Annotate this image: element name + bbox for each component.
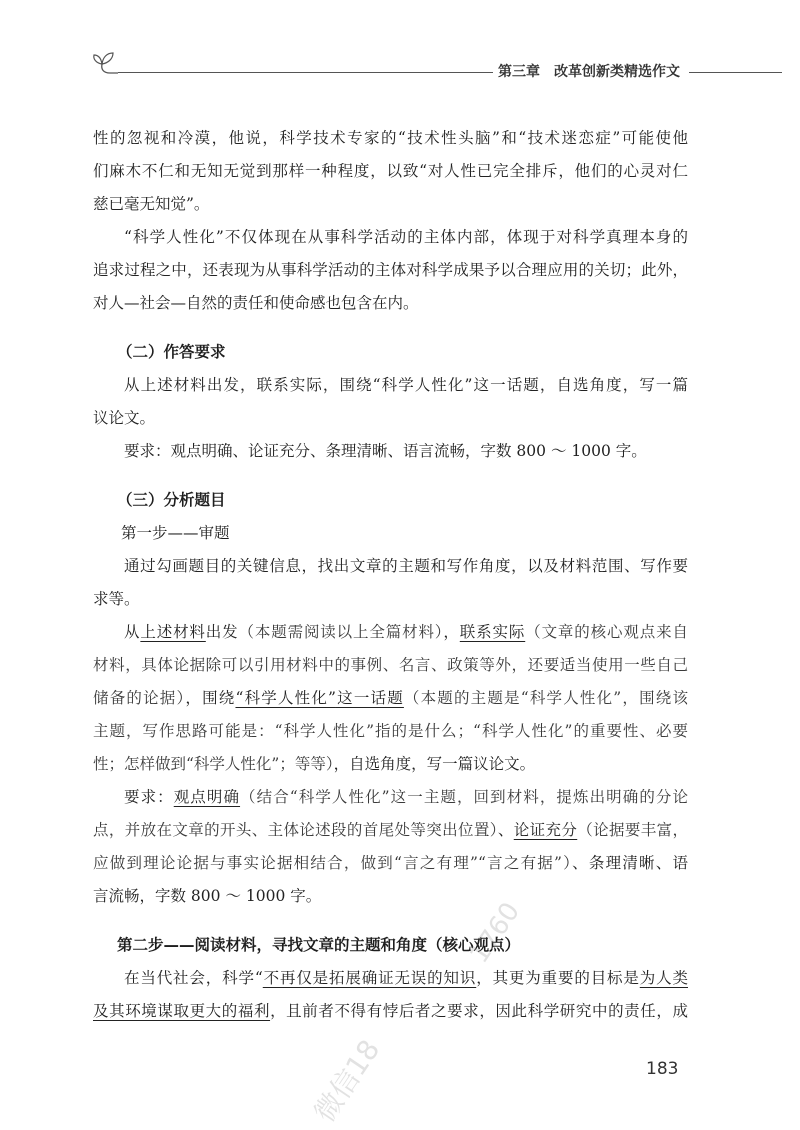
body-text — [93, 122, 688, 1028]
text-segment: 要求： — [124, 788, 174, 806]
text-segment: 出发 — [205, 623, 239, 641]
text-segment: （三）分析题目 — [117, 491, 226, 509]
annotation-note: 性；怎样做到“科学人性化”；等等） — [93, 755, 334, 773]
text-segment: 从 — [124, 623, 141, 641]
text-line — [93, 715, 688, 748]
annotation-note: 储备的论据） — [93, 689, 186, 707]
page-number: 183 — [646, 1059, 679, 1079]
underlined-keyword: 观点明确 — [173, 788, 241, 806]
paragraph — [93, 221, 688, 320]
text-line — [93, 402, 688, 435]
sprout-icon — [90, 44, 118, 78]
header-rule-left — [118, 72, 493, 73]
underlined-keyword: “科学人性化” — [235, 689, 336, 707]
chapter-title: 第三章 改革创新类精选作文 — [498, 64, 680, 80]
text-line — [93, 962, 688, 995]
text-segment: 、 — [497, 821, 514, 839]
paragraph — [93, 550, 688, 616]
annotation-note: 应做到理论论据与事实论据相结合，做到“言之有理”“言之有据”） — [93, 854, 573, 872]
text-line — [93, 287, 688, 320]
paragraph — [93, 435, 688, 468]
text-line — [93, 484, 688, 517]
text-line — [93, 369, 688, 402]
text-line — [93, 221, 688, 254]
text-segment: 从上述材料出发，联系实际，围绕“科学人性化”这一话题，自选角度，写一篇 — [124, 376, 688, 394]
underlined-keyword: 这一话题 — [335, 689, 404, 707]
text-line — [93, 550, 688, 583]
section-heading — [93, 929, 688, 962]
text-line — [93, 616, 688, 649]
text-line — [93, 155, 688, 188]
text-segment: 们麻木不仁和无知无觉到那样一种程度，以致“对人性已完全排斥，他们的心灵对仁 — [93, 162, 688, 180]
paragraph — [93, 369, 688, 435]
text-segment: 对人—社会—自然的责任和使命感也包含在内。 — [93, 294, 419, 312]
text-segment: 议论文。 — [93, 409, 156, 427]
text-line — [93, 847, 688, 880]
paragraph — [93, 781, 688, 913]
text-segment: 言流畅，字数 800 ～ 1000 字。 — [93, 887, 322, 905]
text-segment: 、条理清晰、语 — [572, 854, 688, 872]
text-line — [93, 583, 688, 616]
text-segment: （二）作答要求 — [117, 343, 226, 361]
text-line — [93, 748, 688, 781]
text-line — [93, 254, 688, 287]
text-segment: 慈已毫无知觉”。 — [93, 195, 210, 213]
section-heading — [93, 484, 688, 517]
annotation-note: 材料，具体论据除可以引用材料中的事例、名言、政策等外，还要适当使用一些自己 — [93, 656, 688, 674]
annotation-note: （文章的核心观点来自 — [525, 623, 688, 641]
text-line — [93, 682, 688, 715]
underlined-keyword: 不再仅是拓展确证无误的知识 — [262, 969, 477, 987]
watermark-part-1: 微信18 — [307, 1033, 387, 1129]
text-segment: 追求过程之中，还表现为从事科学活动的主体对科学成果予以合理应用的关切；此外， — [93, 261, 688, 279]
underlined-keyword: 联系实际 — [459, 623, 526, 641]
annotation-note: 主题，写作思路可能是：“科学人性化”指的是什么；“科学人性化”的重要性、必要 — [93, 722, 688, 740]
annotation-note: （论据要丰富， — [577, 821, 688, 839]
text-segment: 求等。 — [93, 590, 140, 608]
text-segment: “科学人性化”不仅体现在从事科学活动的主体内部，体现于对科学真理本身的 — [124, 228, 688, 246]
text-line — [93, 122, 688, 155]
underlined-keyword: 上述材料 — [140, 623, 206, 641]
underlined-keyword: 论证充分 — [513, 821, 578, 839]
text-segment: ， — [443, 623, 460, 641]
text-segment: ，自选角度，写一篇议论文。 — [333, 755, 536, 773]
text-segment: 第二步——阅读材料，寻找文章的主题和角度（核心观点） — [117, 936, 521, 954]
text-line — [93, 435, 688, 468]
text-segment: 第一步——审题 — [121, 524, 230, 542]
text-segment: 在当代社会，科学“ — [124, 969, 263, 987]
text-line — [93, 995, 688, 1028]
text-line — [93, 781, 688, 814]
step-heading — [93, 517, 688, 550]
text-segment: ，其更为重要的目标是 — [476, 969, 640, 987]
text-line — [93, 880, 688, 913]
text-line — [93, 517, 688, 550]
annotation-note: 点，并放在文章的开头、主体论述段的首尾处等突出位置） — [93, 821, 498, 839]
paragraph — [93, 962, 688, 1028]
watermark-part-2: 1760 — [464, 897, 527, 969]
underlined-keyword: 为人类 — [639, 969, 688, 987]
annotation-note: （本题的主题是“科学人性化”，围绕该 — [403, 689, 688, 707]
text-line — [93, 814, 688, 847]
text-segment: ，且前者不得有悖后者之要求，因此科学研究中的责任，成 — [270, 1002, 688, 1020]
text-segment: 性的忽视和冷漠，他说，科学技术专家的“技术性头脑”和“技术迷恋症”可能使他 — [93, 129, 688, 147]
text-line — [93, 336, 688, 369]
text-segment: 通过勾画题目的关键信息，找出文章的主题和写作角度，以及材料范围、写作要 — [124, 557, 688, 575]
paragraph-continued — [93, 122, 688, 221]
header-rule-right — [689, 72, 782, 73]
paragraph — [93, 616, 688, 781]
text-line — [93, 649, 688, 682]
text-line — [93, 188, 688, 221]
annotation-note: （结合“科学人性化”这一主题，回到材料，提炼出明确的分论 — [240, 788, 688, 806]
text-segment: ，围绕 — [185, 689, 236, 707]
annotation-note: （本题需阅读以上全篇材料） — [238, 623, 444, 641]
underlined-keyword: 及其环境谋取更大的福利 — [93, 1002, 271, 1020]
section-heading — [93, 336, 688, 369]
text-line — [93, 929, 688, 962]
text-segment: 要求：观点明确、论证充分、条理清晰、语言流畅，字数 800 ～ 1000 字。 — [124, 442, 647, 460]
